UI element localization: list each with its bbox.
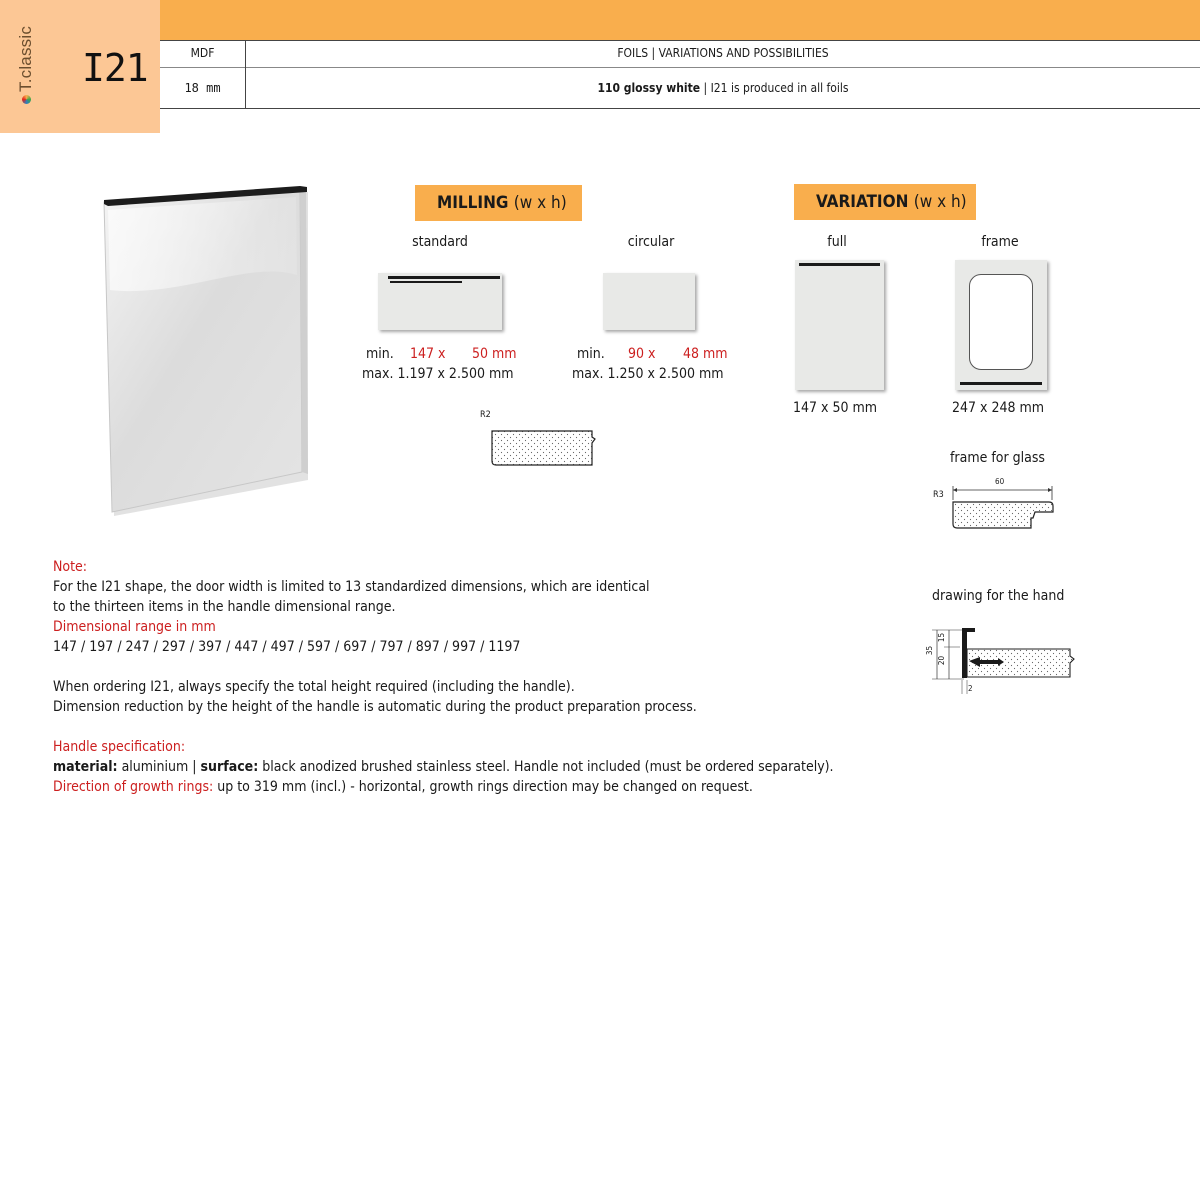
thickness-value: 18 mm [184,81,221,95]
circular-max: max. 1.250 x 2.500 mm [572,366,724,382]
handle-spec-title: Handle specification: [53,739,186,755]
frame-for-glass-label: frame for glass [950,450,1045,466]
variation-frame-label: frame [981,234,1019,250]
door-product-image [100,180,310,520]
standard-min-height: 50 mm [472,346,517,362]
milling-tag [415,185,582,221]
foil-name: 110 glossy white [597,81,701,95]
header-accent-bar [160,0,1200,40]
circular-min-width: 90 x [628,346,656,362]
header-line-mid [160,67,1200,68]
surface-label: surface: [200,759,259,775]
hand-dim-2: 2 [968,684,973,693]
frame-dimension: 247 x 248 mm [952,400,1045,416]
brand-logo [16,22,38,104]
handle-spec-line [53,757,893,777]
foils-header: FOILS | VARIATIONS AND POSSIBILITIES [617,46,829,60]
product-code: I21 [82,46,148,90]
standard-groove-line [390,281,462,283]
material-value: aluminium | [121,759,197,775]
milling-standard-panel [378,273,502,330]
variation-tag [794,184,976,220]
material-header: MDF [190,46,215,60]
hand-dim-20: 20 [937,655,947,666]
notes-section [53,557,893,797]
material-label: material: [53,759,118,775]
milling-circular-label: circular [627,234,675,250]
note-title: Note: [53,559,88,575]
standard-min-label: min. [366,346,394,362]
milling-profile-drawing [488,427,600,469]
variation-frame-panel [955,260,1047,390]
hand-drawing-label: drawing for the hand [932,588,1065,604]
frame-handle-line [960,382,1042,385]
header-corner-block [0,0,160,133]
foil-description [246,81,1200,95]
variation-full-label: full [827,234,847,250]
milling-circular-panel [603,273,695,330]
variation-full-panel [795,260,884,390]
frame-glass-opening [969,274,1033,370]
header-line-top [160,40,1200,41]
standard-max: max. 1.197 x 2.500 mm [362,366,514,382]
surface-value: black anodized brushed stainless steel. Handle not included (must be ordered separately). [262,759,834,775]
standard-handle-line [388,276,500,279]
circular-min-label: min. [577,346,605,362]
variation-title: VARIATION [816,192,909,212]
hand-dim-35: 35 [925,645,935,656]
range-values: 147 / 197 / 247 / 297 / 397 / 447 / 497 / 597 / 697 / 797 / 897 / 997 / 1197 [53,639,521,655]
foil-note: | I21 is produced in all foils [703,81,849,95]
full-handle-line [799,263,880,266]
profile-r2-label: R2 [480,410,491,420]
milling-unit: (w x h) [513,193,567,213]
order-line-1: When ordering I21, always specify the total height required (including the handle). [53,679,575,695]
order-line-2: Dimension reduction by the height of the handle is automatic during the product preparation process. [53,699,697,715]
full-dimension: 147 x 50 mm [793,400,878,416]
brand-dot-icon [22,95,31,104]
frame-for-glass-radius: R3 [933,490,944,500]
growth-rings-line [53,777,893,797]
hand-dim-15: 15 [937,632,947,643]
header-line-bottom [160,108,1200,109]
growth-label: Direction of growth rings: [53,779,214,795]
milling-standard-label: standard [412,234,468,250]
brand-name: T.classic [16,25,35,92]
note-line-1: For the I21 shape, the door width is limited to 13 standardized dimensions, which are identical [53,579,650,595]
frame-glass-profile-drawing [945,482,1060,532]
note-line-2: to the thirteen items in the handle dimensional range. [53,599,396,615]
range-title: Dimensional range in mm [53,619,216,635]
milling-title: MILLING [437,193,509,213]
growth-value: up to 319 mm (incl.) - horizontal, growth rings direction may be changed on request. [217,779,753,795]
variation-unit: (w x h) [913,192,967,212]
standard-min-width: 147 x [410,346,446,362]
circular-min-height: 48 mm [683,346,728,362]
frame-for-glass-width: 60 [995,477,1005,486]
